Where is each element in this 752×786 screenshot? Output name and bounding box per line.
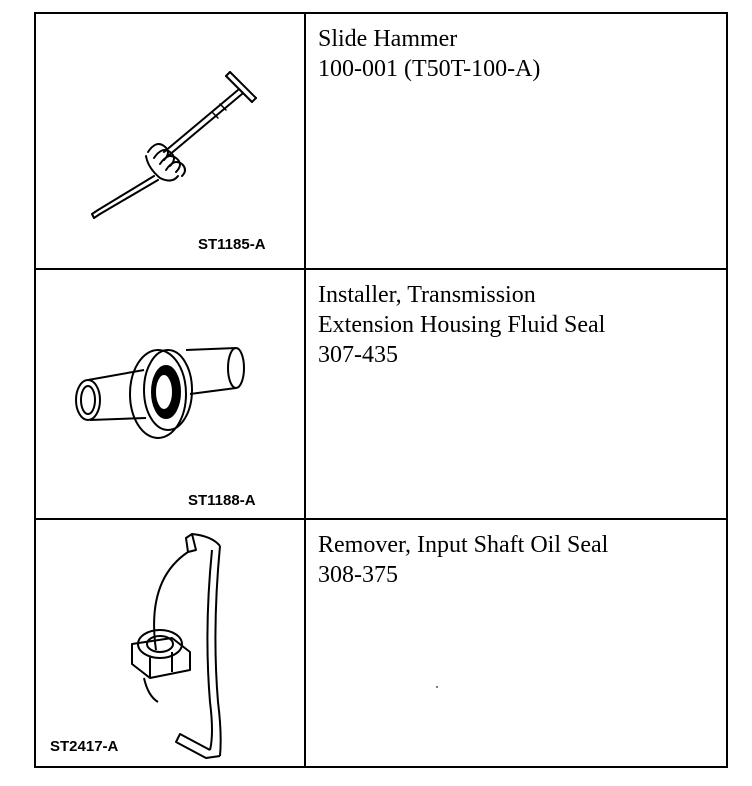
tool-image-cell [36, 520, 306, 766]
tool-row-slide-hammer [36, 14, 726, 270]
tool-name-line-1: Installer, Transmission [318, 282, 536, 308]
tool-name-line-2: Extension Housing Fluid Seal [318, 312, 606, 338]
tool-row-seal-remover [36, 520, 726, 766]
tool-description-cell [306, 520, 726, 766]
tool-image-cell [36, 270, 306, 518]
seal-remover-illustration [36, 520, 304, 764]
tool-name: Slide Hammer [318, 26, 458, 52]
tool-image-cell [36, 14, 306, 268]
tool-part-number: 307-435 [318, 342, 398, 368]
tool-description-cell [306, 14, 726, 268]
figure-id-label: ST2417-A [50, 738, 119, 755]
scan-speck [436, 686, 438, 688]
tool-row-seal-installer [36, 270, 726, 520]
figure-id-label: ST1185-A [198, 236, 266, 253]
figure-id-label: ST1188-A [188, 492, 256, 509]
slide-hammer-illustration [36, 14, 304, 268]
tool-part-number: 308-375 [318, 562, 398, 588]
tool-name: Remover, Input Shaft Oil Seal [318, 532, 609, 558]
tool-part-number: 100-001 (T50T-100-A) [318, 56, 541, 82]
special-tools-table [34, 12, 728, 768]
tool-description-cell [306, 270, 726, 518]
seal-installer-illustration [36, 270, 304, 518]
